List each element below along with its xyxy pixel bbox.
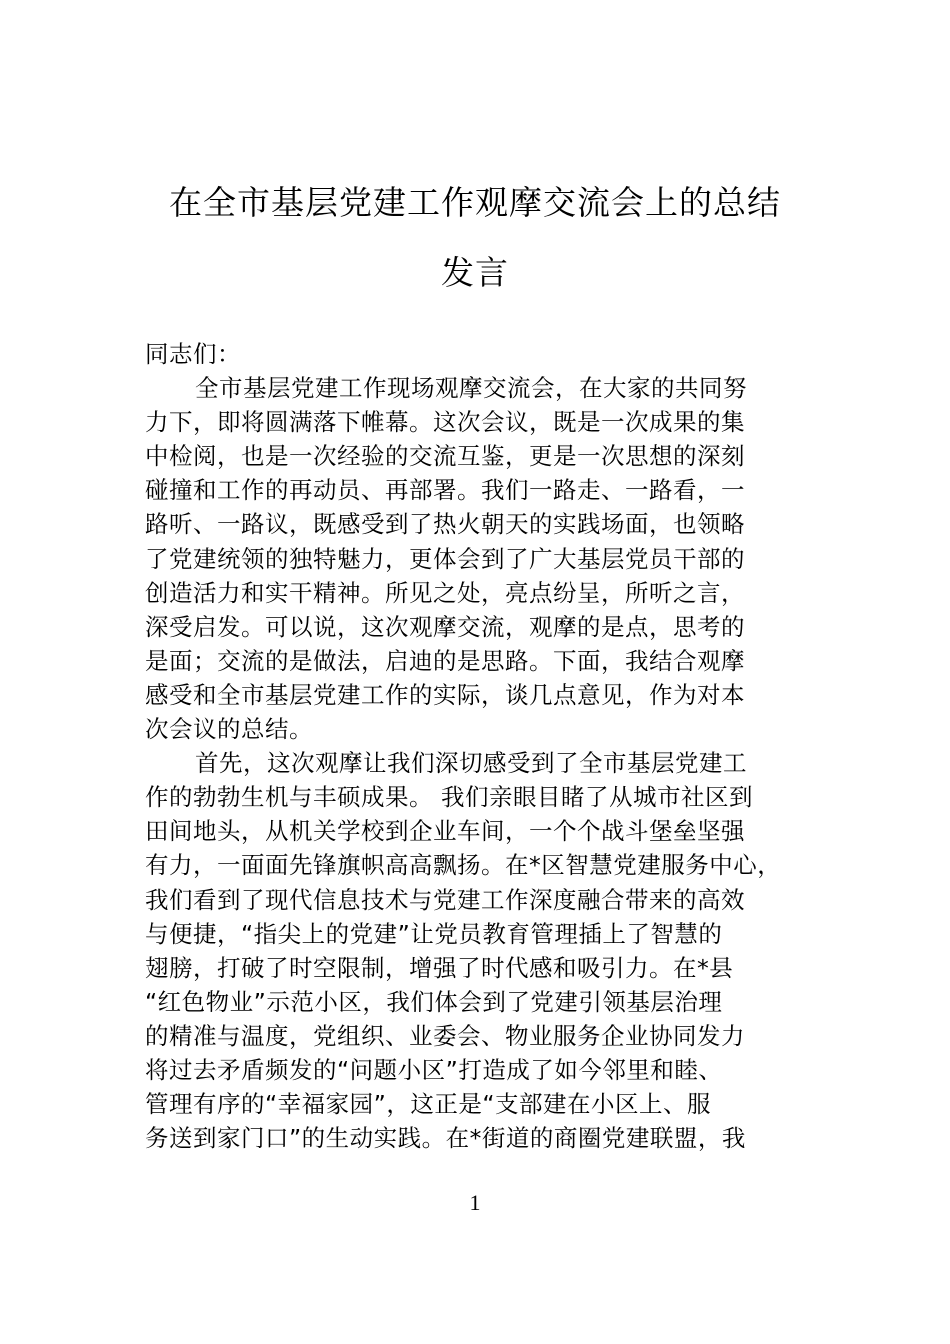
paragraph-line: 翅膀，打破了时空限制，增强了时代感和吸引力。在*县 <box>145 953 734 982</box>
paragraph-line: 将过去矛盾频发的“问题小区”打造成了如今邻里和睦、 <box>145 1055 723 1084</box>
paragraph-line: “红色物业”示范小区，我们体会到了党建引领基层治理 <box>145 987 723 1016</box>
paragraph-line: 务送到家门口”的生动实践。在*街道的商圈党建联盟，我 <box>145 1124 746 1153</box>
paragraph-line: 是面；交流的是做法，启迪的是思路。下面，我结合观摩 <box>145 646 745 675</box>
document-body <box>145 337 825 1155</box>
salutation: 同志们： <box>145 340 241 368</box>
paragraph-2 <box>145 746 825 1155</box>
paragraph-line: 中检阅，也是一次经验的交流互鉴，更是一次思想的深刻 <box>145 442 745 471</box>
paragraph-line: 作的勃勃生机与丰硕成果。 我们亲眼目睹了从城市社区到 <box>145 783 753 812</box>
paragraph-line: 田间地头，从机关学校到企业车间，一个个战斗堡垒坚强 <box>145 817 745 846</box>
paragraph-line: 深受启发。可以说，这次观摩交流，观摩的是点，思考的 <box>145 612 745 641</box>
title-line-2: 发言 <box>441 253 509 292</box>
paragraph-line: 首先，这次观摩让我们深切感受到了全市基层党建工 <box>195 749 747 778</box>
paragraph-line: 创造活力和实干精神。所见之处，亮点纷呈，所听之言， <box>145 578 745 607</box>
paragraph-line: 路听、一路议，既感受到了热火朝天的实践场面，也领略 <box>145 510 745 539</box>
paragraph-line: 感受和全市基层党建工作的实际，谈几点意见，作为对本 <box>145 680 745 709</box>
document-title <box>140 168 810 308</box>
paragraph-1 <box>145 371 825 746</box>
paragraph-line: 管理有序的“幸福家园”，这正是“支部建在小区上、服 <box>145 1090 712 1119</box>
title-line-1: 在全市基层党建工作观摩交流会上的总结 <box>169 183 781 222</box>
page-number: 1 <box>469 1190 481 1215</box>
paragraph-line: 次会议的总结。 <box>145 715 313 744</box>
paragraph-line: 力下，即将圆满落下帷幕。这次会议，既是一次成果的集 <box>145 408 745 437</box>
paragraph-line: 与便捷，“指尖上的党建”让党员教育管理插上了智慧的 <box>145 919 723 948</box>
paragraph-line: 的精准与温度，党组织、业委会、物业服务企业协同发力 <box>145 1021 745 1050</box>
paragraph-line: 全市基层党建工作现场观摩交流会，在大家的共同努 <box>195 374 747 403</box>
paragraph-line: 碰撞和工作的再动员、再部署。我们一路走、一路看，一 <box>145 476 745 505</box>
paragraph-line: 我们看到了现代信息技术与党建工作深度融合带来的高效 <box>145 885 745 914</box>
paragraph-line: 了党建统领的独特魅力，更体会到了广大基层党员干部的 <box>145 544 745 573</box>
paragraph-line: 有力，一面面先锋旗帜高高飘扬。在*区智慧党建服务中心， <box>145 851 782 880</box>
